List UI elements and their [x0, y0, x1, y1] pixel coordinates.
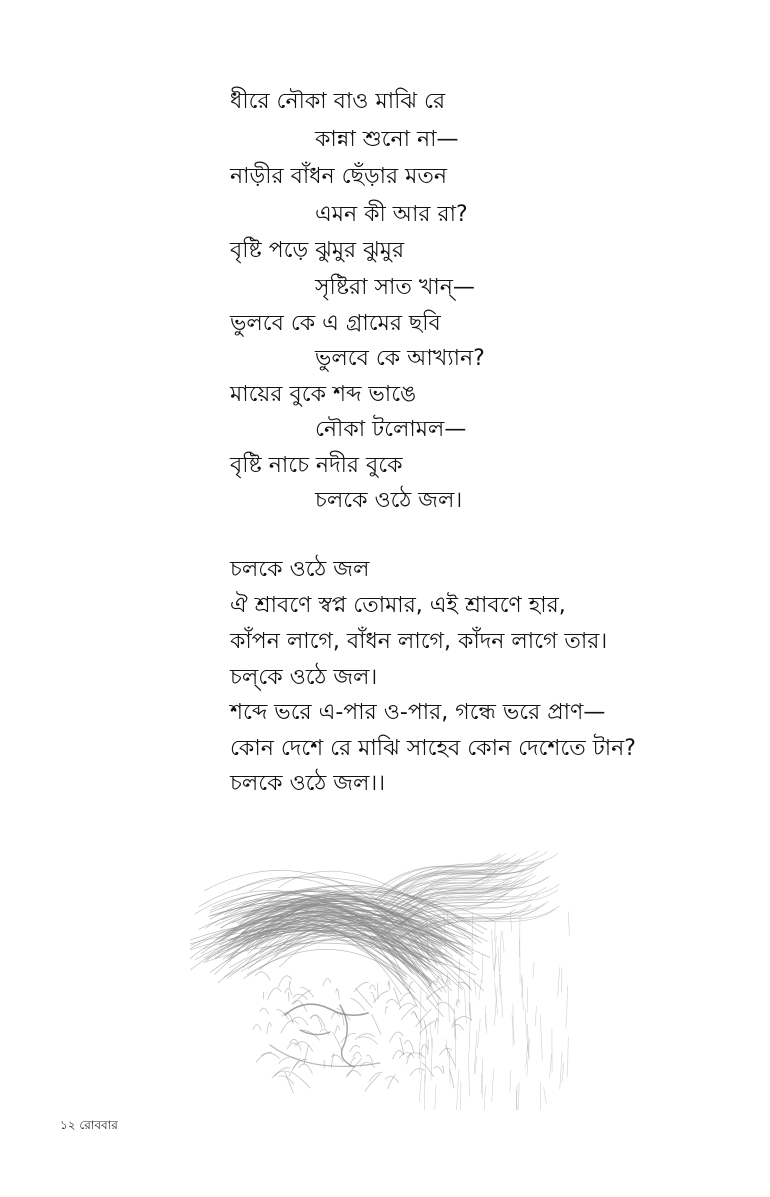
poem-line: ঐ শ্রাবণে স্বপ্ন তোমার, এই শ্রাবণে হার,	[230, 593, 566, 618]
poem-line: এমন কী আর রা?	[315, 202, 468, 227]
poem-line: বৃষ্টি নাচে নদীর বুকে	[230, 453, 403, 478]
poem-line: কান্না শুনো না—	[315, 127, 459, 152]
poem-line: চলকে ওঠে জল	[230, 557, 370, 582]
poem-line: কাঁপন লাগে, বাঁধন লাগে, কাঁদন লাগে তার।	[230, 629, 608, 654]
sketch-illustration	[190, 830, 580, 1110]
poem-line: সৃষ্টিরা সাত খান্—	[315, 275, 475, 300]
poem-line: চলকে ওঠে জল।	[315, 488, 463, 513]
poem-line: মায়ের বুকে শব্দ ভাঙে	[230, 382, 417, 407]
poem-line: ধীরে নৌকা বাও মাঝি রে	[230, 89, 446, 114]
poem-line: কোন দেশে রে মাঝি সাহেব কোন দেশেতে টান?	[230, 736, 636, 761]
poem-line: নৌকা টলোমল—	[315, 417, 467, 442]
poem-line: নাড়ীর বাঁধন ছেঁড়ার মতন	[230, 164, 447, 189]
poem-line: ভুলবে কে এ গ্রামের ছবি	[230, 311, 441, 336]
poem-line: চল্‌কে ওঠে জল।	[230, 665, 378, 690]
poem-line: চলকে ওঠে জল।।	[230, 771, 386, 796]
poem-line: বৃষ্টি পড়ে ঝুমুর ঝুমুর	[230, 238, 405, 263]
page-footer: ১২ রোববার	[60, 1118, 118, 1132]
poem-line: শব্দে ভরে এ-পার ও-পার, গন্ধে ভরে প্রাণ—	[230, 700, 606, 725]
poem-line: ভুলবে কে আখ্যান?	[315, 346, 485, 371]
